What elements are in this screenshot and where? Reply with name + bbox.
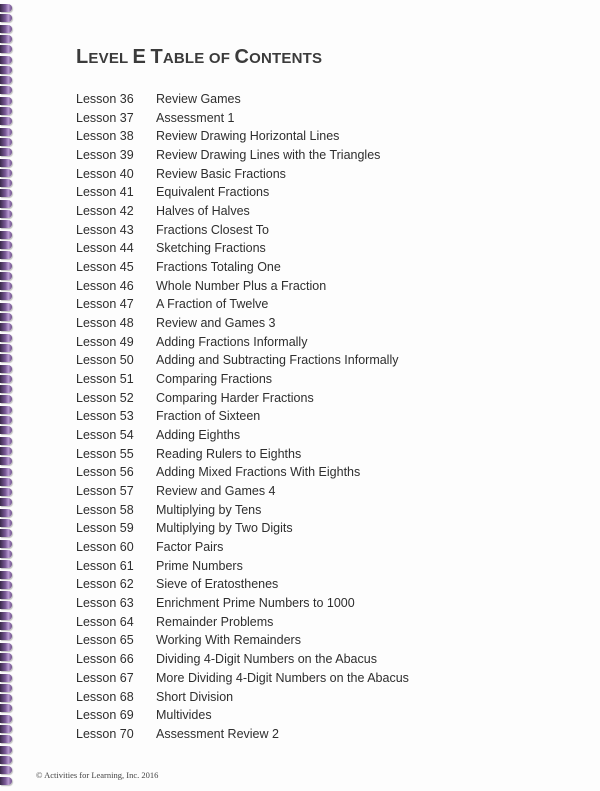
lesson-name: Adding Mixed Fractions With Eighths	[156, 465, 361, 480]
spiral-coil	[0, 117, 12, 125]
title-contents-cap: C	[234, 46, 250, 68]
toc-row	[76, 389, 576, 408]
lesson-name: Comparing Fractions	[156, 372, 273, 387]
spiral-coil	[0, 715, 12, 723]
lesson-number: Lesson 42	[76, 204, 134, 219]
spiral-coil	[0, 571, 12, 579]
lesson-number: Lesson 67	[76, 670, 134, 685]
lesson-number: Lesson 39	[76, 148, 134, 163]
lesson-name: Multivides	[156, 708, 212, 723]
lesson-number: Lesson 52	[76, 390, 134, 405]
lesson-number: Lesson 46	[76, 278, 134, 293]
lesson-number: Lesson 37	[76, 110, 134, 125]
spiral-coil	[0, 241, 12, 249]
lesson-number: Lesson 41	[76, 185, 134, 200]
toc-row	[76, 669, 576, 688]
toc-row	[76, 650, 576, 669]
spiral-coil	[0, 148, 12, 156]
spiral-coil	[0, 756, 12, 764]
toc-row	[76, 538, 576, 557]
spiral-coil	[0, 478, 12, 486]
toc-row	[76, 90, 576, 109]
toc-row	[76, 277, 576, 296]
spiral-coil	[0, 220, 12, 228]
lesson-number: Lesson 45	[76, 260, 134, 275]
lesson-number: Lesson 64	[76, 614, 134, 629]
table-of-contents	[76, 90, 576, 744]
spiral-coil	[0, 251, 12, 259]
toc-row	[76, 725, 576, 744]
spiral-coil	[0, 4, 12, 12]
lesson-number: Lesson 60	[76, 540, 134, 555]
lesson-number: Lesson 36	[76, 92, 134, 106]
lesson-name: Adding and Subtracting Fractions Informally	[156, 353, 399, 368]
spiral-coil	[0, 612, 12, 620]
spiral-coil	[0, 498, 12, 506]
toc-row	[76, 351, 576, 370]
lesson-number: Lesson 38	[76, 129, 134, 144]
spiral-coil	[0, 35, 12, 43]
lesson-name: Fractions Totaling One	[156, 260, 281, 275]
lesson-name: Fraction of Sixteen	[156, 409, 261, 424]
toc-row	[76, 127, 576, 146]
spiral-coil	[0, 529, 12, 537]
spiral-coil	[0, 777, 12, 785]
toc-row	[76, 519, 576, 538]
toc-row	[76, 407, 576, 426]
lesson-name: Assessment 1	[156, 110, 235, 125]
lesson-name: Review and Games 3	[156, 316, 276, 331]
spiral-coil	[0, 66, 12, 74]
spiral-coil	[0, 406, 12, 414]
spiral-coil	[0, 519, 12, 527]
spiral-coil	[0, 437, 12, 445]
page-title	[76, 46, 322, 69]
lesson-number: Lesson 55	[76, 446, 134, 461]
toc-row	[76, 258, 576, 277]
spiral-coil	[0, 509, 12, 517]
lesson-name: Adding Eighths	[156, 428, 241, 443]
spiral-coil	[0, 179, 12, 187]
spiral-coil	[0, 746, 12, 754]
spiral-coil	[0, 303, 12, 311]
spiral-coil	[0, 159, 12, 167]
lesson-number: Lesson 70	[76, 726, 134, 741]
spiral-coil	[0, 426, 12, 434]
spiral-coil	[0, 97, 12, 105]
spiral-coil	[0, 25, 12, 33]
spiral-coil	[0, 725, 12, 733]
lesson-name: More Dividing 4-Digit Numbers on the Abacus	[156, 670, 409, 685]
toc-row	[76, 445, 576, 464]
spiral-coil	[0, 416, 12, 424]
lesson-name: Halves of Halves	[156, 204, 250, 219]
lesson-name: Multiplying by Tens	[156, 502, 262, 517]
spiral-coil	[0, 674, 12, 682]
lesson-name: Multiplying by Two Digits	[156, 521, 293, 536]
spiral-coil	[0, 262, 12, 270]
spiral-coil	[0, 447, 12, 455]
toc-row	[76, 370, 576, 389]
lesson-number: Lesson 47	[76, 297, 134, 312]
lesson-number: Lesson 65	[76, 633, 134, 648]
spiral-coil	[0, 550, 12, 558]
lesson-number: Lesson 50	[76, 353, 134, 368]
spiral-coil	[0, 292, 12, 300]
lesson-name: Enrichment Prime Numbers to 1000	[156, 596, 355, 611]
lesson-name: Short Division	[156, 689, 234, 704]
lesson-number: Lesson 69	[76, 708, 134, 723]
toc-row	[76, 501, 576, 520]
spiral-coil	[0, 169, 12, 177]
spiral-coil	[0, 282, 12, 290]
spiral-coil	[0, 365, 12, 373]
lesson-name: Review Games	[156, 92, 241, 106]
lesson-name: Assessment Review 2	[156, 726, 279, 741]
lesson-name: Adding Fractions Informally	[156, 334, 308, 349]
spiral-coil	[0, 344, 12, 352]
spiral-coil	[0, 210, 12, 218]
lesson-number: Lesson 56	[76, 465, 134, 480]
spiral-coil	[0, 323, 12, 331]
lesson-number: Lesson 68	[76, 689, 134, 704]
title-table-rest: ABLE	[162, 50, 205, 67]
spiral-coil	[0, 231, 12, 239]
lesson-name: Equivalent Fractions	[156, 185, 270, 200]
title-contents-rest: ONTENTS	[249, 50, 323, 67]
spiral-coil	[0, 643, 12, 651]
spiral-coil	[0, 601, 12, 609]
lesson-name: Fractions Closest To	[156, 222, 270, 237]
copyright-footer: © Activities for Learning, Inc. 2016	[36, 770, 159, 780]
lesson-number: Lesson 58	[76, 502, 134, 517]
title-level-rest: EVEL	[88, 50, 129, 67]
title-level-cap: L	[76, 46, 89, 68]
spiral-coil	[0, 560, 12, 568]
spiral-coil	[0, 684, 12, 692]
toc-row	[76, 165, 576, 184]
spiral-coil	[0, 735, 12, 743]
spiral-coil	[0, 704, 12, 712]
lesson-number: Lesson 54	[76, 428, 134, 443]
spiral-coil	[0, 385, 12, 393]
lesson-number: Lesson 40	[76, 166, 134, 181]
toc-row	[76, 426, 576, 445]
lesson-name: Remainder Problems	[156, 614, 274, 629]
lesson-number: Lesson 51	[76, 372, 134, 387]
spiral-coil	[0, 488, 12, 496]
toc-row	[76, 333, 576, 352]
lesson-number: Lesson 49	[76, 334, 134, 349]
lesson-number: Lesson 48	[76, 316, 134, 331]
lesson-number: Lesson 62	[76, 577, 134, 592]
lesson-name: Prime Numbers	[156, 558, 243, 573]
spiral-coil	[0, 540, 12, 548]
spiral-coil	[0, 766, 12, 774]
spiral-coil	[0, 56, 12, 64]
lesson-name: Reading Rulers to Eighths	[156, 446, 302, 461]
spiral-coil	[0, 128, 12, 136]
toc-row	[76, 221, 576, 240]
lesson-name: Dividing 4-Digit Numbers on the Abacus	[156, 652, 377, 667]
lesson-name: Review Drawing Horizontal Lines	[156, 129, 340, 144]
toc-row	[76, 706, 576, 725]
toc-row	[76, 613, 576, 632]
title-level-letter: E	[132, 46, 147, 68]
spiral-coil	[0, 313, 12, 321]
toc-row	[76, 631, 576, 650]
toc-row	[76, 239, 576, 258]
spiral-coil	[0, 622, 12, 630]
title-of: OF	[208, 50, 231, 67]
spiral-coil	[0, 591, 12, 599]
spiral-coil	[0, 45, 12, 53]
toc-row	[76, 202, 576, 221]
spiral-coil	[0, 468, 12, 476]
spiral-coil	[0, 138, 12, 146]
lesson-name: Review Basic Fractions	[156, 166, 286, 181]
lesson-number: Lesson 66	[76, 652, 134, 667]
lesson-name: Working With Remainders	[156, 633, 301, 648]
lesson-number: Lesson 53	[76, 409, 134, 424]
spiral-coil	[0, 86, 12, 94]
lesson-name: Review and Games 4	[156, 484, 276, 499]
spiral-coil	[0, 375, 12, 383]
lesson-number: Lesson 63	[76, 596, 134, 611]
lesson-name: Factor Pairs	[156, 540, 224, 555]
toc-row	[76, 146, 576, 165]
spiral-coil	[0, 457, 12, 465]
spiral-coil	[0, 334, 12, 342]
lesson-name: A Fraction of Twelve	[156, 297, 269, 312]
spiral-coil	[0, 581, 12, 589]
spiral-coil	[0, 76, 12, 84]
spiral-coil	[0, 653, 12, 661]
spiral-coil	[0, 354, 12, 362]
toc-row	[76, 109, 576, 128]
spiral-coil	[0, 189, 12, 197]
spiral-coil	[0, 395, 12, 403]
spiral-coil	[0, 694, 12, 702]
title-table-cap: T	[150, 46, 163, 68]
toc-row	[76, 594, 576, 613]
toc-row	[76, 482, 576, 501]
spiral-coil	[0, 107, 12, 115]
spiral-coil	[0, 272, 12, 280]
spiral-coil	[0, 14, 12, 22]
spiral-binding	[0, 0, 14, 791]
spiral-coil	[0, 663, 12, 671]
lesson-name: Review Drawing Lines with the Triangles	[156, 148, 381, 163]
toc-row	[76, 314, 576, 333]
lesson-name: Comparing Harder Fractions	[156, 390, 314, 405]
toc-row	[76, 295, 576, 314]
toc-row	[76, 557, 576, 576]
lesson-number: Lesson 44	[76, 241, 134, 256]
lesson-name: Sieve of Eratosthenes	[156, 577, 279, 592]
toc-row	[76, 183, 576, 202]
lesson-number: Lesson 61	[76, 558, 134, 573]
toc-row	[76, 688, 576, 707]
toc-row	[76, 575, 576, 594]
spiral-coil	[0, 632, 12, 640]
lesson-name: Sketching Fractions	[156, 241, 266, 256]
spiral-coil	[0, 200, 12, 208]
lesson-number: Lesson 59	[76, 521, 134, 536]
toc-row	[76, 463, 576, 482]
lesson-number: Lesson 57	[76, 484, 134, 499]
lesson-number: Lesson 43	[76, 222, 134, 237]
lesson-name: Whole Number Plus a Fraction	[156, 278, 327, 293]
